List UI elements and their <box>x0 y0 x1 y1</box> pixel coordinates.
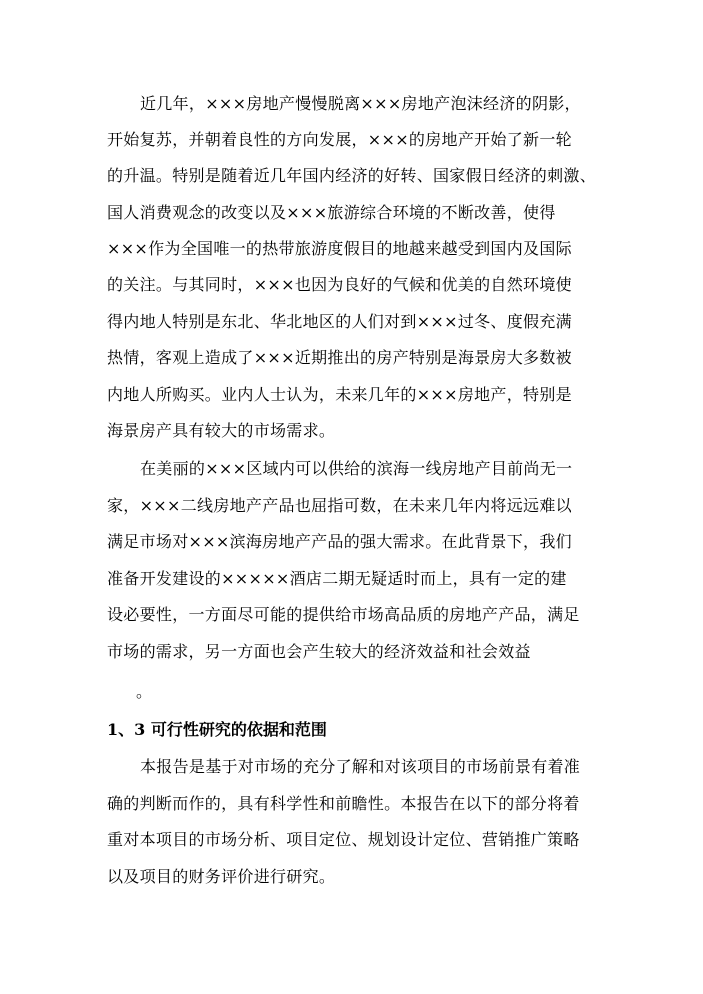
paragraph-line: 的升温。特别是随着近几年国内经济的好转、国家假日经济的刺激、 <box>107 166 597 185</box>
paragraph-line: 准备开发建设的×××××酒店二期无疑适时而上，具有一定的建 <box>107 569 567 588</box>
paragraph-line: 近几年，×××房地产慢慢脱离×××房地产泡沫经济的阴影， <box>140 94 581 113</box>
paragraph-line: 内地人所购买。业内人士认为，未来几年的×××房地产，特别是 <box>107 385 572 404</box>
paragraph-line: 重对本项目的市场分析、项目定位、规划设计定位、营销推广策略 <box>107 830 580 849</box>
paragraph-line: 热情，客观上造成了×××近期推出的房产特别是海景房大多数被 <box>107 348 572 367</box>
paragraph-line: 以及项目的财务评价进行研究。 <box>107 867 336 886</box>
paragraph-line: 本报告是基于对市场的充分了解和对该项目的市场前景有着准 <box>140 757 581 776</box>
paragraph-line: 国人消费观念的改变以及×××旅游综合环境的不断改善，使得 <box>107 203 556 222</box>
paragraph-line: 在美丽的×××区域内可以供给的滨海一线房地产目前尚无一 <box>140 459 573 478</box>
paragraph-line: 海景房产具有较大的市场需求。 <box>107 421 336 440</box>
paragraph-line: 的关注。与其同时，×××也因为良好的气候和优美的自然环境使 <box>107 275 572 294</box>
paragraph-line: 。 <box>136 682 153 701</box>
paragraph-line: 得内地人特别是东北、华北地区的人们对到×××过冬、度假充满 <box>107 312 572 331</box>
paragraph-line: 市场的需求，另一方面也会产生较大的经济效益和社会效益 <box>107 642 531 661</box>
paragraph-line: 确的判断而作的，具有科学性和前瞻性。本报告在以下的部分将着 <box>107 794 580 813</box>
paragraph-line: 家，×××二线房地产产品也屈指可数，在未来几年内将远远难以 <box>107 496 572 515</box>
section-heading: 1、3 可行性研究的依据和范围 <box>107 720 327 739</box>
paragraph-line: 开始复苏，并朝着良性的方向发展，×××的房地产开始了新一轮 <box>107 130 572 149</box>
paragraph-line: 设必要性，一方面尽可能的提供给市场高品质的房地产产品，满足 <box>107 605 580 624</box>
paragraph-line: 满足市场对×××滨海房地产产品的强大需求。在此背景下，我们 <box>107 532 572 551</box>
paragraph-line: ×××作为全国唯一的热带旅游度假目的地越来越受到国内及国际 <box>107 239 572 258</box>
